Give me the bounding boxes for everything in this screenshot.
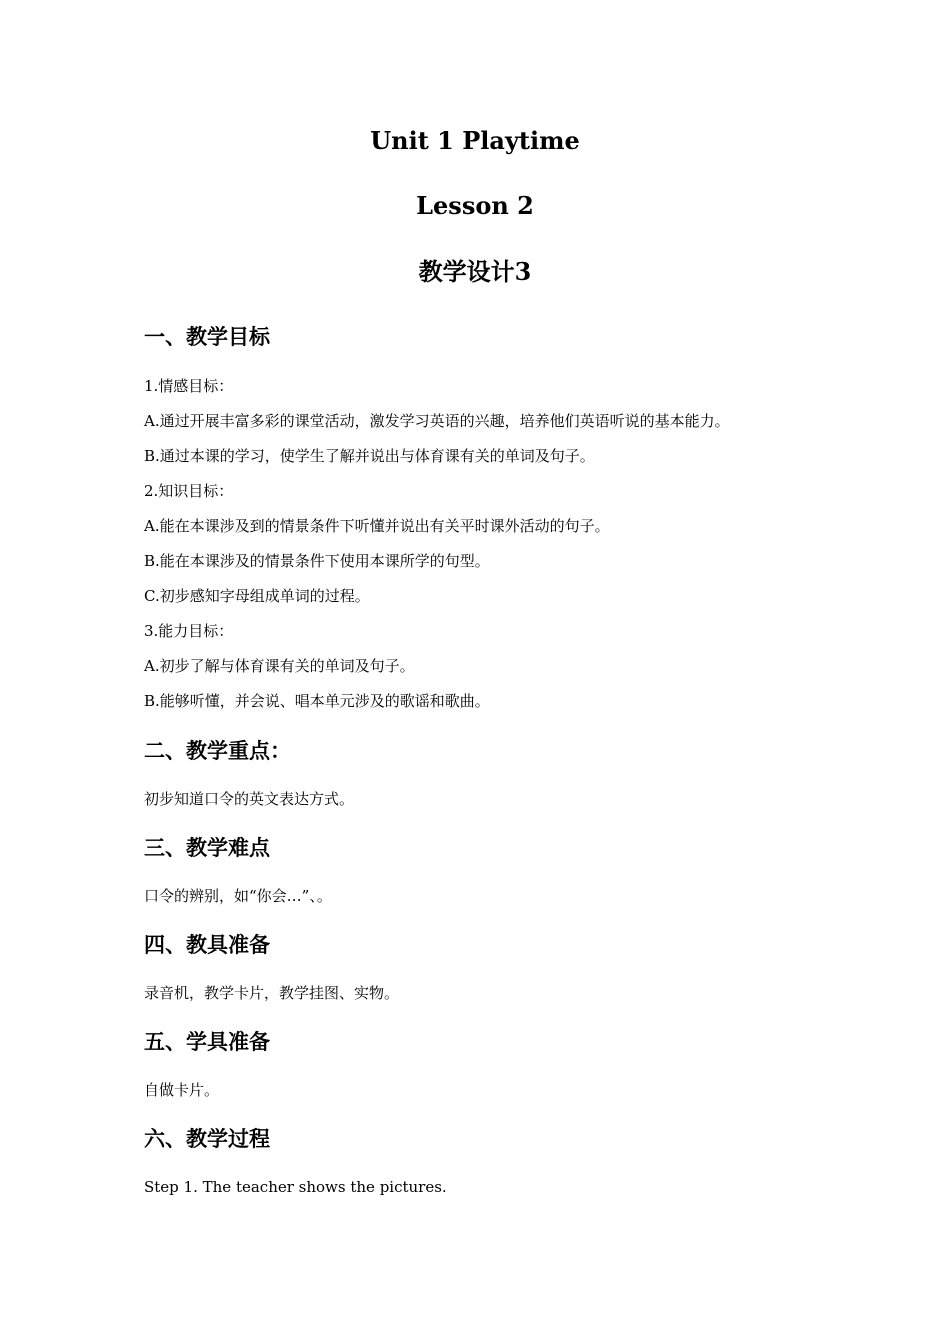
lesson-title: Lesson 2 xyxy=(416,191,534,220)
section-heading-teaching-aids: 四、教具准备 xyxy=(144,932,270,957)
section-heading-objectives: 一、教学目标 xyxy=(144,324,270,349)
goal2-item-c: C.初步感知字母组成单词的过程。 xyxy=(144,587,370,605)
design-title: 教学设计3 xyxy=(418,257,532,286)
section-heading-key-points: 二、教学重点： xyxy=(144,738,291,763)
difficulties-text: 口令的辨别，如“你会…”、。 xyxy=(144,887,332,905)
process-step-1: Step 1. The teacher shows the pictures. xyxy=(144,1178,447,1196)
section-heading-difficulties: 三、教学难点 xyxy=(144,835,270,860)
goal1-item-a: A.通过开展丰富多彩的课堂活动，激发学习英语的兴趣，培养他们英语听说的基本能力。 xyxy=(144,412,730,430)
goal3-label: 3.能力目标： xyxy=(144,622,234,640)
teaching-aids-text: 录音机，教学卡片，教学挂图、实物。 xyxy=(144,984,400,1002)
goal1-label: 1.情感目标： xyxy=(144,377,234,395)
goal2-label: 2.知识目标： xyxy=(144,482,234,500)
goal3-item-a: A.初步了解与体育课有关的单词及句子。 xyxy=(144,657,415,675)
goal3-item-b: B.能够听懂，并会说、唱本单元涉及的歌谣和歌曲。 xyxy=(144,692,490,710)
key-points-text: 初步知道口令的英文表达方式。 xyxy=(144,790,355,808)
unit-title: Unit 1 Playtime xyxy=(370,126,580,155)
section-heading-process: 六、教学过程 xyxy=(144,1126,270,1151)
student-materials-text: 自做卡片。 xyxy=(144,1081,220,1099)
goal2-item-b: B.能在本课涉及的情景条件下使用本课所学的句型。 xyxy=(144,552,490,570)
section-heading-student-materials: 五、学具准备 xyxy=(144,1029,270,1054)
goal1-item-b: B.通过本课的学习，使学生了解并说出与体育课有关的单词及句子。 xyxy=(144,447,595,465)
goal2-item-a: A.能在本课涉及到的情景条件下听懂并说出有关平时课外活动的句子。 xyxy=(144,517,610,535)
